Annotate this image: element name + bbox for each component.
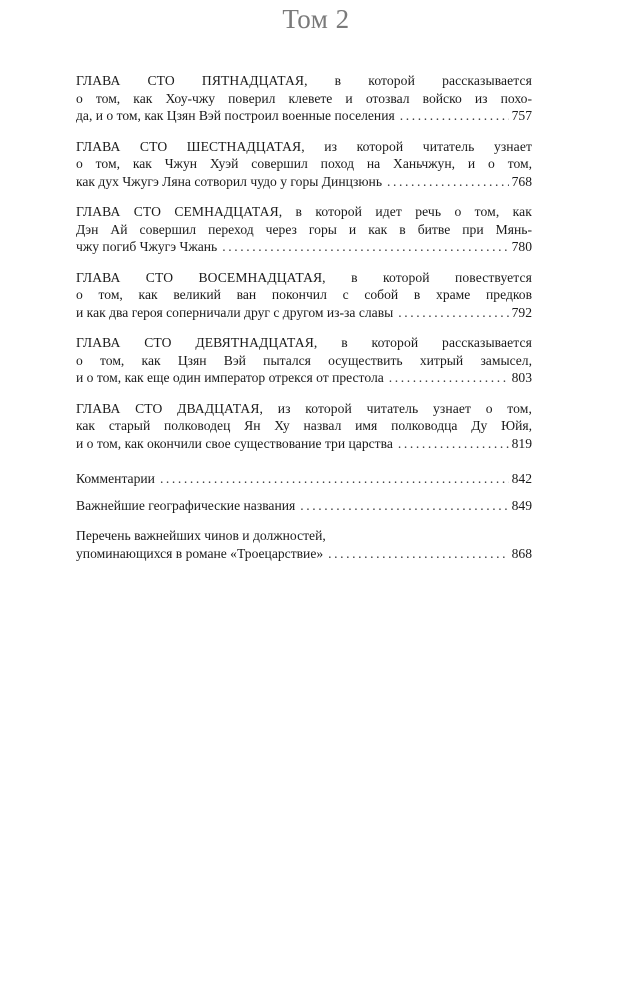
toc-entry-line: ГЛАВА СТО ШЕСТНАДЦАТАЯ, из которой читатель узнает — [76, 138, 532, 154]
toc-entry-ranks-and-offices[interactable] — [76, 527, 532, 562]
dot-leader — [160, 470, 509, 488]
toc-entry-line: ГЛАВА СТО ВОСЕМНАДЦАТАЯ, в которой повествуется — [76, 269, 532, 285]
toc-entry-last-line — [76, 107, 532, 125]
toc-entry-last-line — [76, 238, 532, 256]
toc-entry-line: и о том, как еще один император отрекся от престола — [76, 370, 384, 385]
toc-entry-chapter-116[interactable] — [76, 138, 532, 191]
toc-entry-chapter-118[interactable] — [76, 269, 532, 322]
toc-entry-line: как дух Чжугэ Ляна сотворил чудо у горы Динцзюнь — [76, 173, 383, 189]
toc-entry-line: Перечень важнейших чинов и должностей, — [76, 528, 326, 543]
toc-entry-chapter-115[interactable] — [76, 72, 532, 125]
dot-leader — [398, 435, 509, 453]
dot-leader — [400, 107, 509, 125]
toc-entry-chapter-120[interactable] — [76, 400, 532, 453]
toc-entry-line: ГЛАВА СТО СЕМНАДЦАТАЯ, в которой идет речь о том, как — [76, 204, 532, 219]
toc-entry-line: как старый полководец Ян Ху назвал имя полководца Ду Юйя, — [76, 418, 532, 433]
toc-entry-last-line — [76, 497, 532, 515]
toc-entry-line: упоминающихся в романе «Троецарствие» — [76, 545, 324, 561]
toc-entry-last-line — [76, 369, 532, 387]
toc-entry-comments[interactable] — [76, 470, 532, 488]
toc-entry-line: ГЛАВА СТО ПЯТНАДЦАТАЯ, в которой рассказывается — [76, 73, 532, 88]
toc-entry-last-line — [76, 304, 532, 322]
toc-entry-geographic-names[interactable] — [76, 497, 532, 515]
page-number: 868 — [511, 545, 532, 561]
toc-entry-line: Комментарии — [76, 471, 155, 486]
page-number: 849 — [511, 497, 532, 513]
page-number: 757 — [511, 108, 532, 123]
table-of-contents — [76, 72, 532, 575]
page-number: 803 — [511, 370, 532, 385]
dot-leader — [389, 369, 509, 387]
toc-entry-line: да, и о том, как Цзян Вэй построил военные поселения — [76, 108, 395, 123]
page-number: 792 — [511, 304, 532, 320]
toc-entry-line: чжу погиб Чжугэ Чжань — [76, 239, 218, 254]
dot-leader — [300, 497, 508, 515]
toc-entry-last-line — [76, 435, 532, 453]
toc-entry-line: и как два героя соперничали друг с другом из-за славы — [76, 304, 394, 320]
dot-leader — [398, 304, 508, 322]
page-number: 842 — [511, 471, 532, 486]
toc-entry-line: о том, как великий ван покончил с собой в храме предков — [76, 287, 532, 302]
toc-entry-line: и о том, как окончили свое существование три царства — [76, 435, 393, 451]
page-number: 819 — [511, 435, 532, 451]
toc-entry-last-line — [76, 173, 532, 191]
toc-entry-line: о том, как Цзян Вэй пытался осуществить хитрый замысел, — [76, 352, 532, 368]
toc-entry-line: Важнейшие географические названия — [76, 497, 296, 513]
dot-leader — [222, 238, 508, 256]
toc-entry-line: о том, как Хоу-чжу поверил клевете и отозвал войско из похо- — [76, 90, 532, 106]
toc-entry-chapter-117[interactable] — [76, 203, 532, 256]
toc-entry-chapter-119[interactable] — [76, 334, 532, 387]
toc-entry-line: ГЛАВА СТО ДЕВЯТНАДЦАТАЯ, в которой рассказывается — [76, 335, 532, 350]
page-number: 768 — [511, 173, 532, 189]
toc-entry-line: о том, как Чжун Хуэй совершил поход на Ханьчжун, и о том, — [76, 156, 532, 171]
toc-entry-line: ГЛАВА СТО ДВАДЦАТАЯ, из которой читатель узнает о том, — [76, 400, 532, 416]
toc-entry-last-line — [76, 545, 532, 563]
page-title: Том 2 — [282, 4, 350, 34]
page-number: 780 — [511, 239, 532, 254]
dot-leader — [387, 173, 509, 191]
dot-leader — [328, 545, 508, 563]
toc-entry-last-line — [76, 470, 532, 488]
toc-entry-line: Дэн Ай совершил переход через горы и как в битве при Мянь- — [76, 221, 532, 237]
